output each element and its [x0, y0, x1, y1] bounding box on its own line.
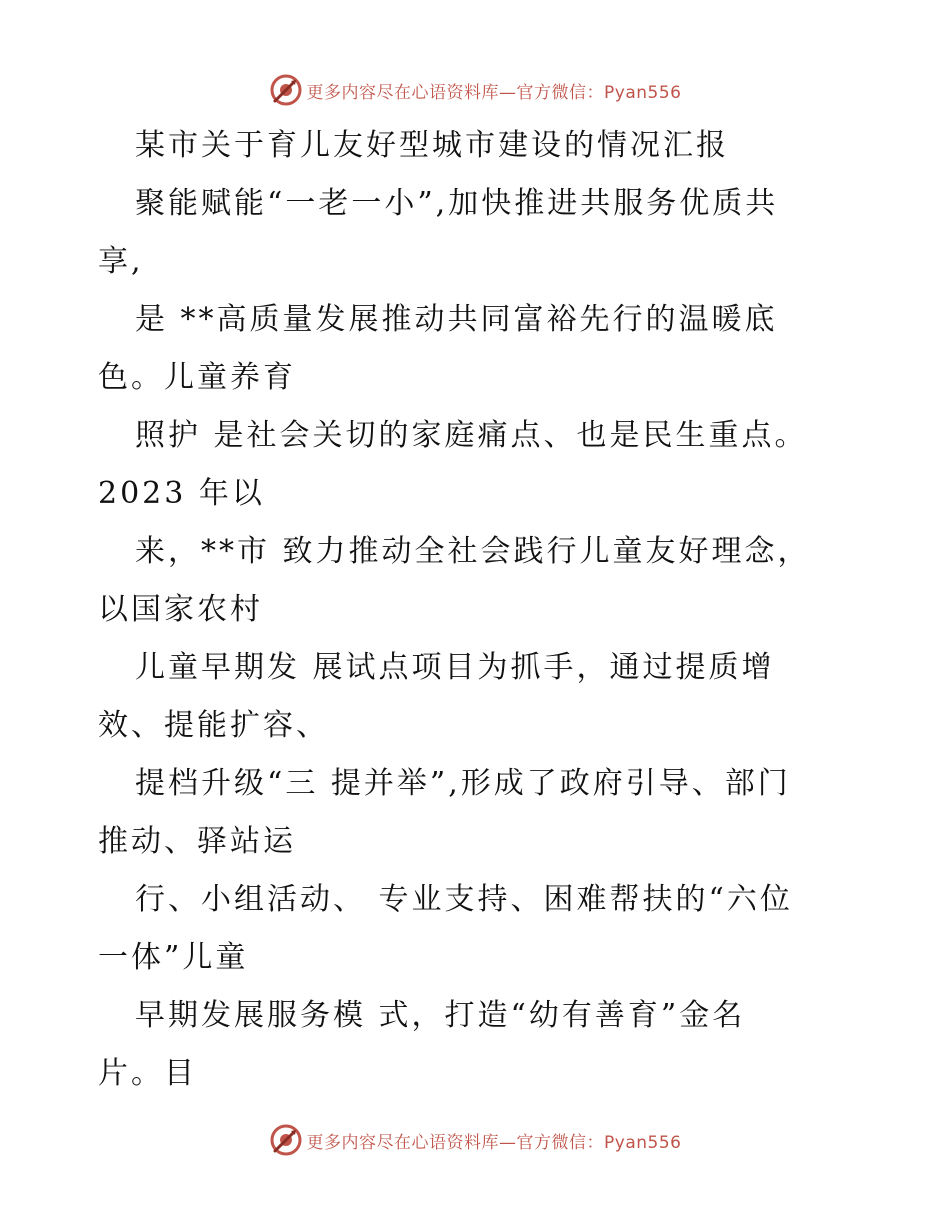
header-banner-text: 更多内容尽在心语资料库—官方微信：Pyan556 [306, 82, 682, 103]
body-line: 推动、驿站运 [98, 824, 296, 859]
logo-icon [269, 1123, 303, 1157]
body-line: 来，**市 致力推动全社会践行儿童友好理念， [135, 534, 811, 569]
body-line: 效、提能扩容、 [98, 708, 329, 743]
footer-banner-text: 更多内容尽在心语资料库—官方微信：Pyan556 [306, 1132, 682, 1153]
body-line: 一体”儿童 [98, 940, 249, 975]
document-title: 某市关于育儿友好型城市建设的情况汇报 [135, 128, 729, 163]
body-line: 照护 是社会关切的家庭痛点、也是民生重点。 [135, 418, 808, 453]
body-line: 儿童早期发 展试点项目为抓手，通过提质增 [135, 650, 775, 685]
logo-icon [269, 73, 303, 107]
body-line: 色。儿童养育 [98, 360, 296, 395]
body-line: 享, [98, 244, 144, 279]
body-line: 是 **高质量发展推动共同富裕先行的温暖底 [135, 302, 778, 337]
footer-banner [0, 1120, 950, 1160]
body-line: 聚能赋能“一老一小”,加快推进共服务优质共 [135, 186, 779, 221]
body-line: 片。目 [98, 1056, 197, 1091]
body-line: 提档升级“三 提并举”,形成了政府引导、部门 [135, 766, 791, 801]
body-line: 早期发展服务模 式，打造“幼有善育”金名 [135, 998, 746, 1033]
header-banner [0, 70, 950, 110]
body-line: 行、小组活动、 专业支持、困难帮扶的“六位 [135, 882, 793, 917]
body-line: 2023 年以 [98, 476, 265, 511]
body-line: 以国家农村 [98, 592, 263, 627]
